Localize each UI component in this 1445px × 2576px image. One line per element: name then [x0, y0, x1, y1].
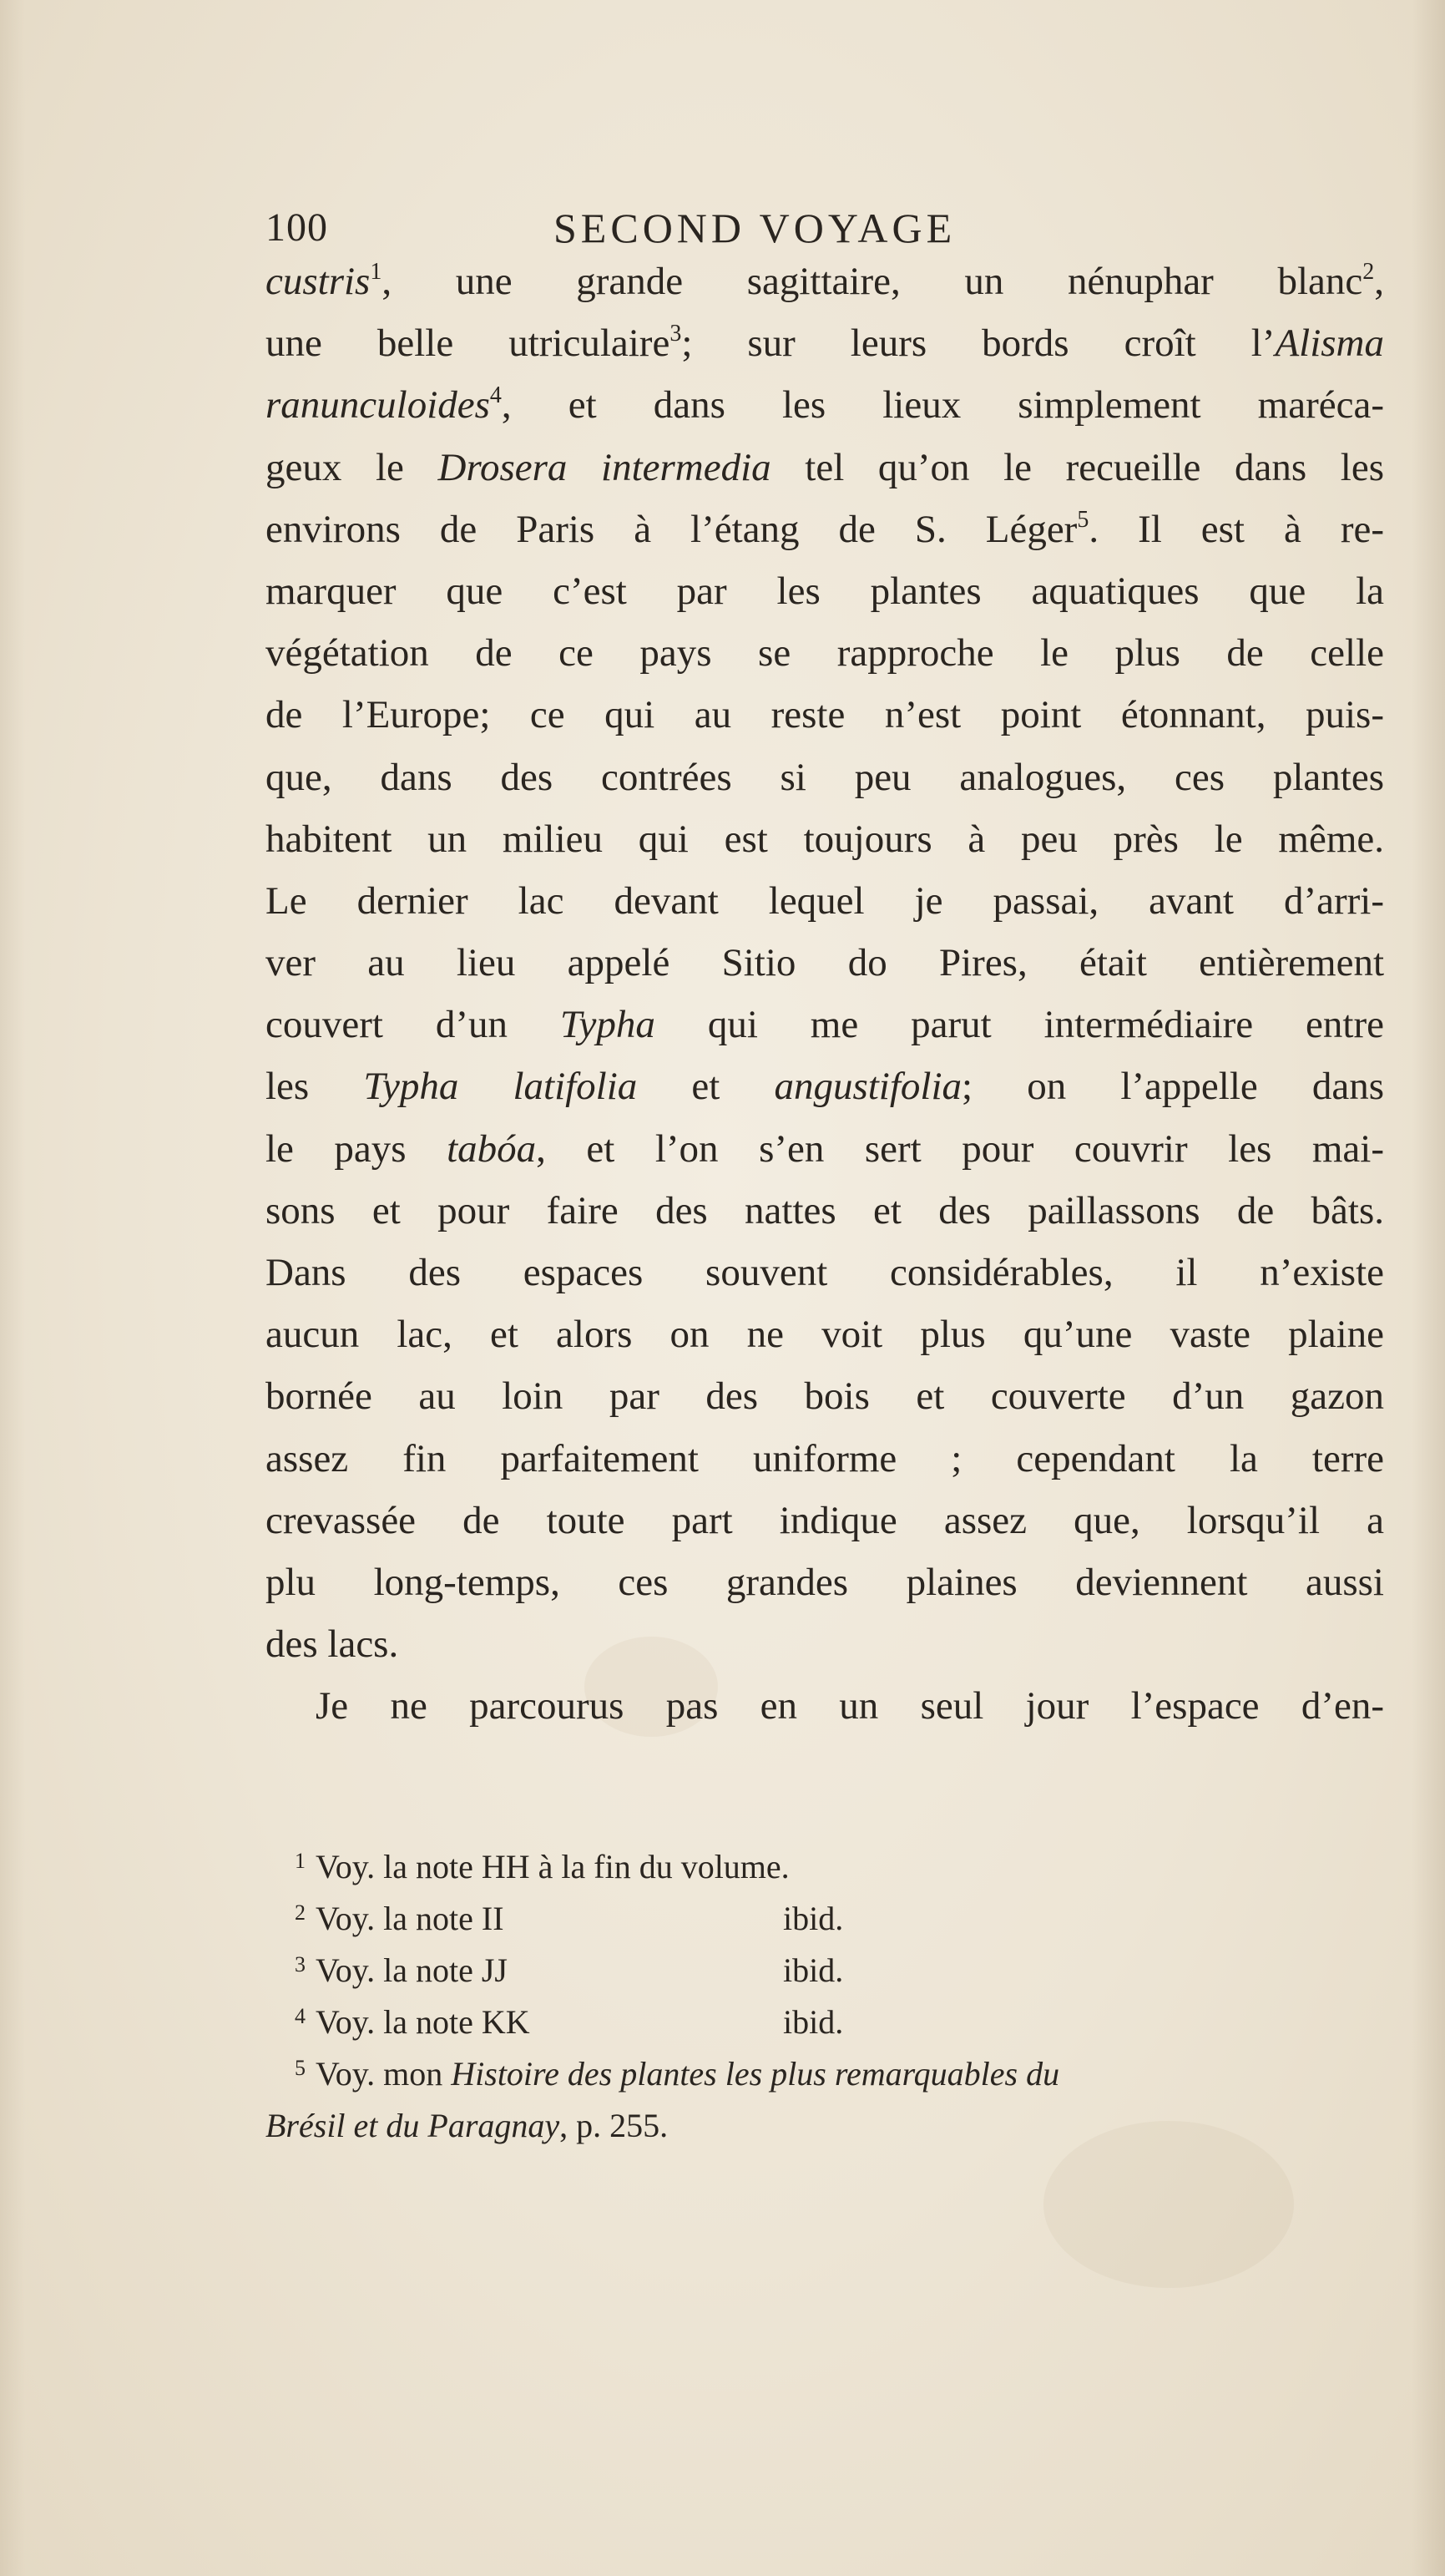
footnote-ref: 3	[669, 321, 682, 347]
text-run: . Il est à re-	[1089, 507, 1384, 551]
footnote-text: Voy. la note JJ	[316, 1951, 508, 1989]
text-line	[265, 437, 1384, 498]
page-edge-right	[1412, 0, 1445, 2576]
text-line: des lacs.	[265, 1622, 399, 1667]
text-run: ,	[1374, 260, 1384, 303]
body-text	[265, 251, 1384, 1738]
text-line: plu long-temps, ces grandes plaines deviennent aussi	[265, 1560, 1384, 1604]
text-line	[265, 994, 1384, 1055]
text-line	[265, 1118, 1384, 1180]
text-line: habitent un milieu qui est toujours à peu près le même.	[265, 817, 1384, 861]
running-head: SECOND VOYAGE	[553, 205, 957, 251]
italic-term: Alisma	[1275, 321, 1384, 366]
footnote-italic-title: Histoire des plantes les plus remarquables du	[451, 2055, 1060, 2093]
text-run: qui me parut intermédiaire entre	[654, 1003, 1384, 1047]
text-line	[265, 251, 1384, 312]
page-number: 100	[265, 205, 328, 250]
footnote-text: Voy. la note HH à la fin du volume.	[316, 1848, 790, 1885]
text-run: geux le	[265, 445, 438, 489]
text-line	[265, 1055, 1384, 1117]
footnote-ibid: ibid.	[783, 2003, 844, 2041]
footnote-ibid: ibid.	[783, 1900, 844, 1937]
text-run: , une grande sagittaire, un nénuphar blanc	[381, 260, 1363, 303]
footnote-ref: 4	[489, 382, 502, 409]
footnote: 1 Voy. la note HH à la fin du volume.	[295, 1848, 790, 1885]
italic-term: Typha latifolia	[363, 1065, 638, 1109]
italic-term: custris	[265, 260, 371, 303]
footnote-ibid: ibid.	[783, 1951, 844, 1989]
footnotes	[265, 1841, 1384, 2152]
footnote-text: Voy. mon	[316, 2055, 452, 2093]
footnote-ref: 5	[1077, 506, 1089, 533]
text-run: ; sur leurs bords croît l’	[681, 321, 1276, 366]
footnote-text: Voy. la note KK	[316, 2003, 530, 2041]
text-run: , et l’on s’en sert pour couvrir les mai-	[536, 1126, 1384, 1171]
text-line	[265, 374, 1384, 436]
footnote-text: , p. 255.	[559, 2107, 669, 2144]
footnote-text: Voy. la note II	[316, 1900, 504, 1937]
text-line: que, dans des contrées si peu analogues, ces plantes	[265, 755, 1384, 799]
italic-term: angustifolia	[774, 1065, 962, 1109]
footnote-italic-title: Brésil et du Paragnay	[265, 2107, 560, 2144]
text-line: de l’Europe; ce qui au reste n’est point étonnant, puis-	[265, 693, 1384, 737]
footnote: 2 Voy. la note II ibid.	[265, 1893, 1384, 1945]
page-header	[265, 199, 1384, 257]
text-line	[265, 312, 1384, 374]
page-edge-left	[0, 0, 25, 2576]
footnote-ref: 1	[370, 259, 382, 285]
text-line: ver au lieu appelé Sitio do Pires, était entièrement	[265, 941, 1384, 985]
text-line: bornée au loin par des bois et couverte d’un gazon	[265, 1374, 1384, 1419]
text-run: les	[265, 1065, 364, 1109]
text-run: couvert d’un	[265, 1003, 560, 1047]
text-run: ; on l’appelle dans	[962, 1065, 1384, 1109]
text-run: et	[637, 1065, 775, 1109]
text-line: végétation de ce pays se rapproche le plus de celle	[265, 631, 1384, 676]
text-run: une belle utriculaire	[265, 321, 670, 366]
text-line: assez fin parfaitement uniforme ; cependant la terre	[265, 1436, 1384, 1480]
text-run: tel qu’on le recueille dans les	[770, 445, 1384, 489]
text-line: aucun lac, et alors on ne voit plus qu’une vaste plaine	[265, 1313, 1384, 1357]
footnote: 5 Voy. mon Histoire des plantes les plus remarquables du	[295, 2055, 1060, 2093]
italic-term: ranunculoides	[265, 383, 490, 428]
text-line: Le dernier lac devant lequel je passai, avant d’arri-	[265, 878, 1384, 923]
footnote: 4 Voy. la note KK ibid.	[265, 1997, 1384, 2048]
text-run: environs de Paris à l’étang de S. Léger	[265, 507, 1078, 551]
text-run: , et dans les lieux simplement maréca-	[501, 383, 1384, 428]
text-line	[265, 498, 1384, 560]
footnote-ref: 2	[1362, 259, 1375, 285]
text-line: sons et pour faire des nattes et des paillassons de bâts.	[265, 1188, 1384, 1232]
text-line: marquer que c’est par les plantes aquatiques que la	[265, 569, 1384, 613]
italic-term: Drosera intermedia	[437, 445, 771, 489]
text-run: le pays	[265, 1126, 447, 1171]
footnote-continuation	[265, 2100, 1384, 2152]
italic-term: tabóa	[447, 1126, 537, 1171]
footnote: 3 Voy. la note JJ ibid.	[265, 1945, 1384, 1997]
text-line: Dans des espaces souvent considérables, il n’existe	[265, 1251, 1384, 1294]
text-line: Je ne parcourus pas en un seul jour l’espace d’en-	[316, 1684, 1384, 1728]
italic-term: Typha	[559, 1003, 655, 1047]
text-line: crevassée de toute part indique assez que, lorsqu’il a	[265, 1498, 1384, 1542]
